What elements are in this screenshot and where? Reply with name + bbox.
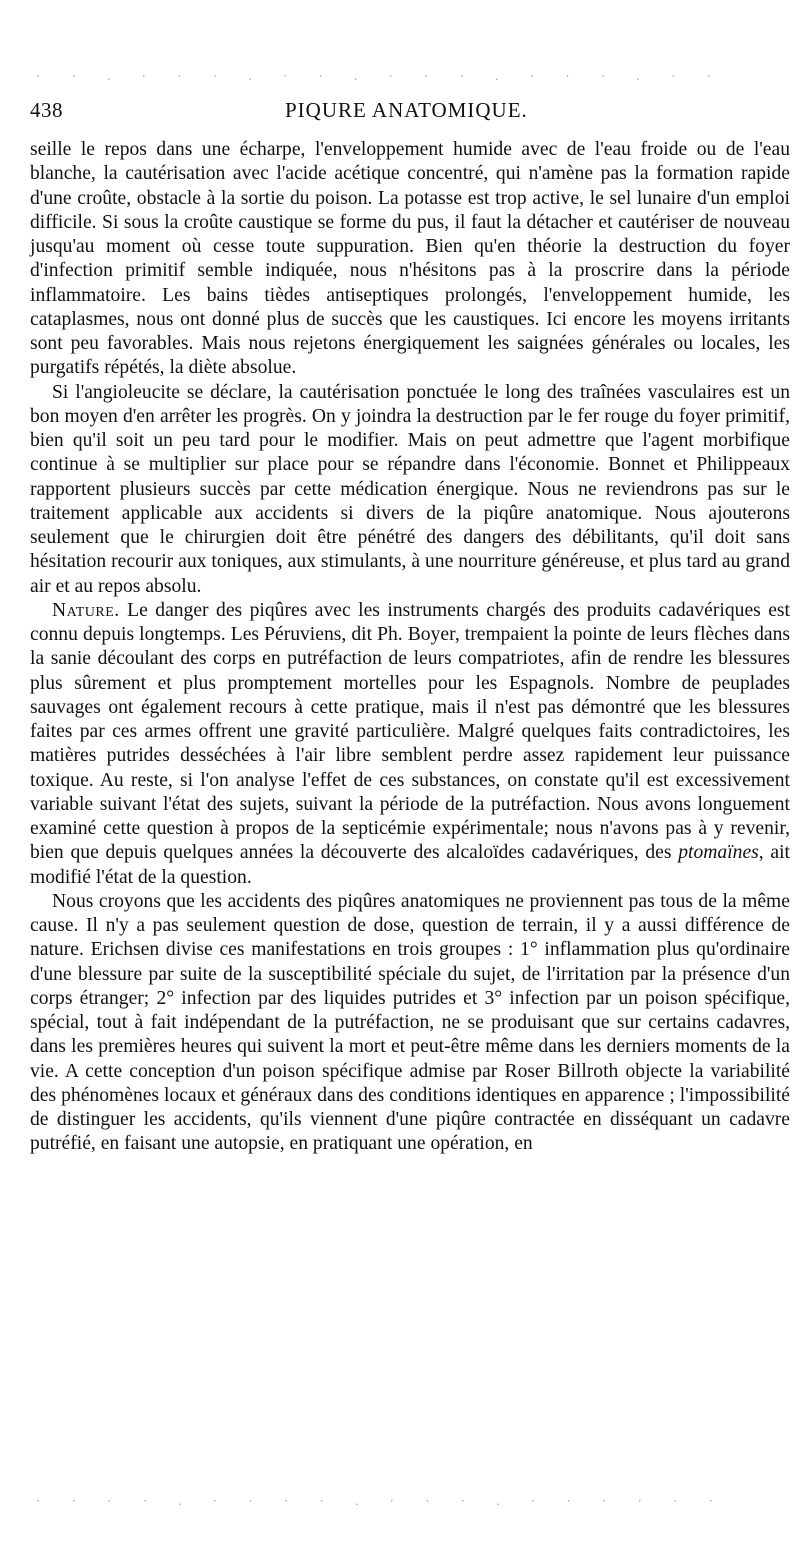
text-run: seille le repos dans une écharpe, l'enveloppement humide avec de l'eau froide ou de l'eau blanche, la cautérisation avec l'acide acétique concentré, qui n'amène pas la formation rapide d'une croûte, obstacle à la sortie du poison. La potasse est trop active, le sel lunaire d'un emploi difficile. Si sous la croûte caustique se forme du pus, il faut la détacher et cautériser de nouveau jusqu'au moment où cesse toute suppuration. Bien qu'en théorie la destruction du foyer d'infection primitif semble indiquée, nous n'hésitons pas à la proscrire dans la période inflammatoire. Les bains tièdes antiseptiques prolongés, l'enveloppement humide, les cataplasmes, nous ont donné plus de succès que les caustiques. Ici encore les moyens irritants sont peu favorables. Mais nous rejetons énergiquement les saignées générales ou locales, les purgatifs répétés, la diète absolue. (30, 139, 790, 379)
text-run: Si l'angioleucite se déclare, la cautérisation ponctuée le long des traînées vasculaires est un bon moyen d'en arrêter les progrès. On y joindra la destruction par le fer rouge du foyer primitif, bien qu'il soit un peu tard pour le modifier. Mais on peut admettre que l'agent morbifique continue à se multiplier sur place pour se répandre dans l'économie. Bonnet et Philippeaux rapportent plusieurs succès par cette médication énergique. Nous ne reviendrons pas sur le traitement applicable aux accidents si divers de la piqûre anatomique. Nous ajouterons seulement que le chirurgien doit être pénétré des dangers des débilitants, qu'il doit sans hésitation recourir aux toniques, aux stimulants, à une nourriture généreuse, et plus tard au grand air et au repos absolu. (30, 381, 790, 597)
scan-speckle-bottom: · · · · . · · · · . · · · . · · · · · · (36, 1493, 728, 1508)
section-heading-nature: Nature. (52, 599, 120, 621)
paragraph (30, 890, 790, 1157)
page-header (30, 98, 790, 128)
body-text (30, 138, 790, 1157)
paragraph (30, 599, 790, 890)
scan-speckle-top: · · . · · · . · · . · · · . · · · . · · (36, 68, 725, 83)
text-run: Nous croyons que les accidents des piqûres anatomiques ne proviennent pas tous de la même cause. Il n'y a pas seulement question de dose, question de terrain, il y a aussi différence de nature. Erichsen divise ces manifestations en trois groupes : 1° inflammation plus qu'ordinaire d'une blessure par suite de la susceptibilité spéciale du sujet, de l'irritation par la présence d'un corps étranger; 2° infection par des liquides putrides et 3° infection par un poison spécifique, spécial, tout à fait indépendant de la putréfaction, ne se produisant que sur certains cadavres, dans les premières heures qui suivent la mort et peut-être même dans les derniers moments de la vie. A cette conception d'un poison spécifique admise par Roser Billroth objecte la variabilité des phénomènes locaux et généraux dans des conditions identiques en apparence ; l'impossibilité de distinguer les accidents, qu'ils viennent d'une piqûre contractée en disséquant un cadavre putréfié, en faisant une autopsie, en pratiquant une opération, en (30, 890, 790, 1155)
text-run: , ait modifié l'état de la question. (30, 842, 790, 888)
paragraph (30, 381, 790, 599)
book-page (30, 98, 790, 1157)
running-title: PIQURE ANATOMIQUE. (285, 98, 528, 122)
page-number: 438 (30, 98, 63, 122)
italic-term: ptomaïnes (678, 842, 759, 864)
paragraph (30, 138, 790, 381)
text-run: Le danger des piqûres avec les instruments chargés des produits cadavériques est connu depuis longtemps. Les Péruviens, dit Ph. Boyer, trempaient la pointe de leurs flèches dans la sanie découlant des corps en putréfaction de leurs compatriotes, afin de rendre les blessures plus sûrement et plus promptement mortelles pour les Espagnols. Nombre de peuplades sauvages ont également recours à cette pratique, mais il n'est pas démontré que les blessures faites par ces armes offrent une gravité particulière. Malgré quelques faits contradictoires, les matières putrides desséchées à l'air libre semblent perdre assez rapidement leur puissance toxique. Au reste, si l'on analyse l'effet de ces substances, on constate qu'il est excessivement variable suivant l'état des sujets, suivant la période de la putréfaction. Nous avons longuement examiné cette question à propos de la septicémie expérimentale; nous n'avons pas à y revenir, bien que depuis quelques années la découverte des alcaloïdes cadavériques, des (30, 599, 790, 864)
